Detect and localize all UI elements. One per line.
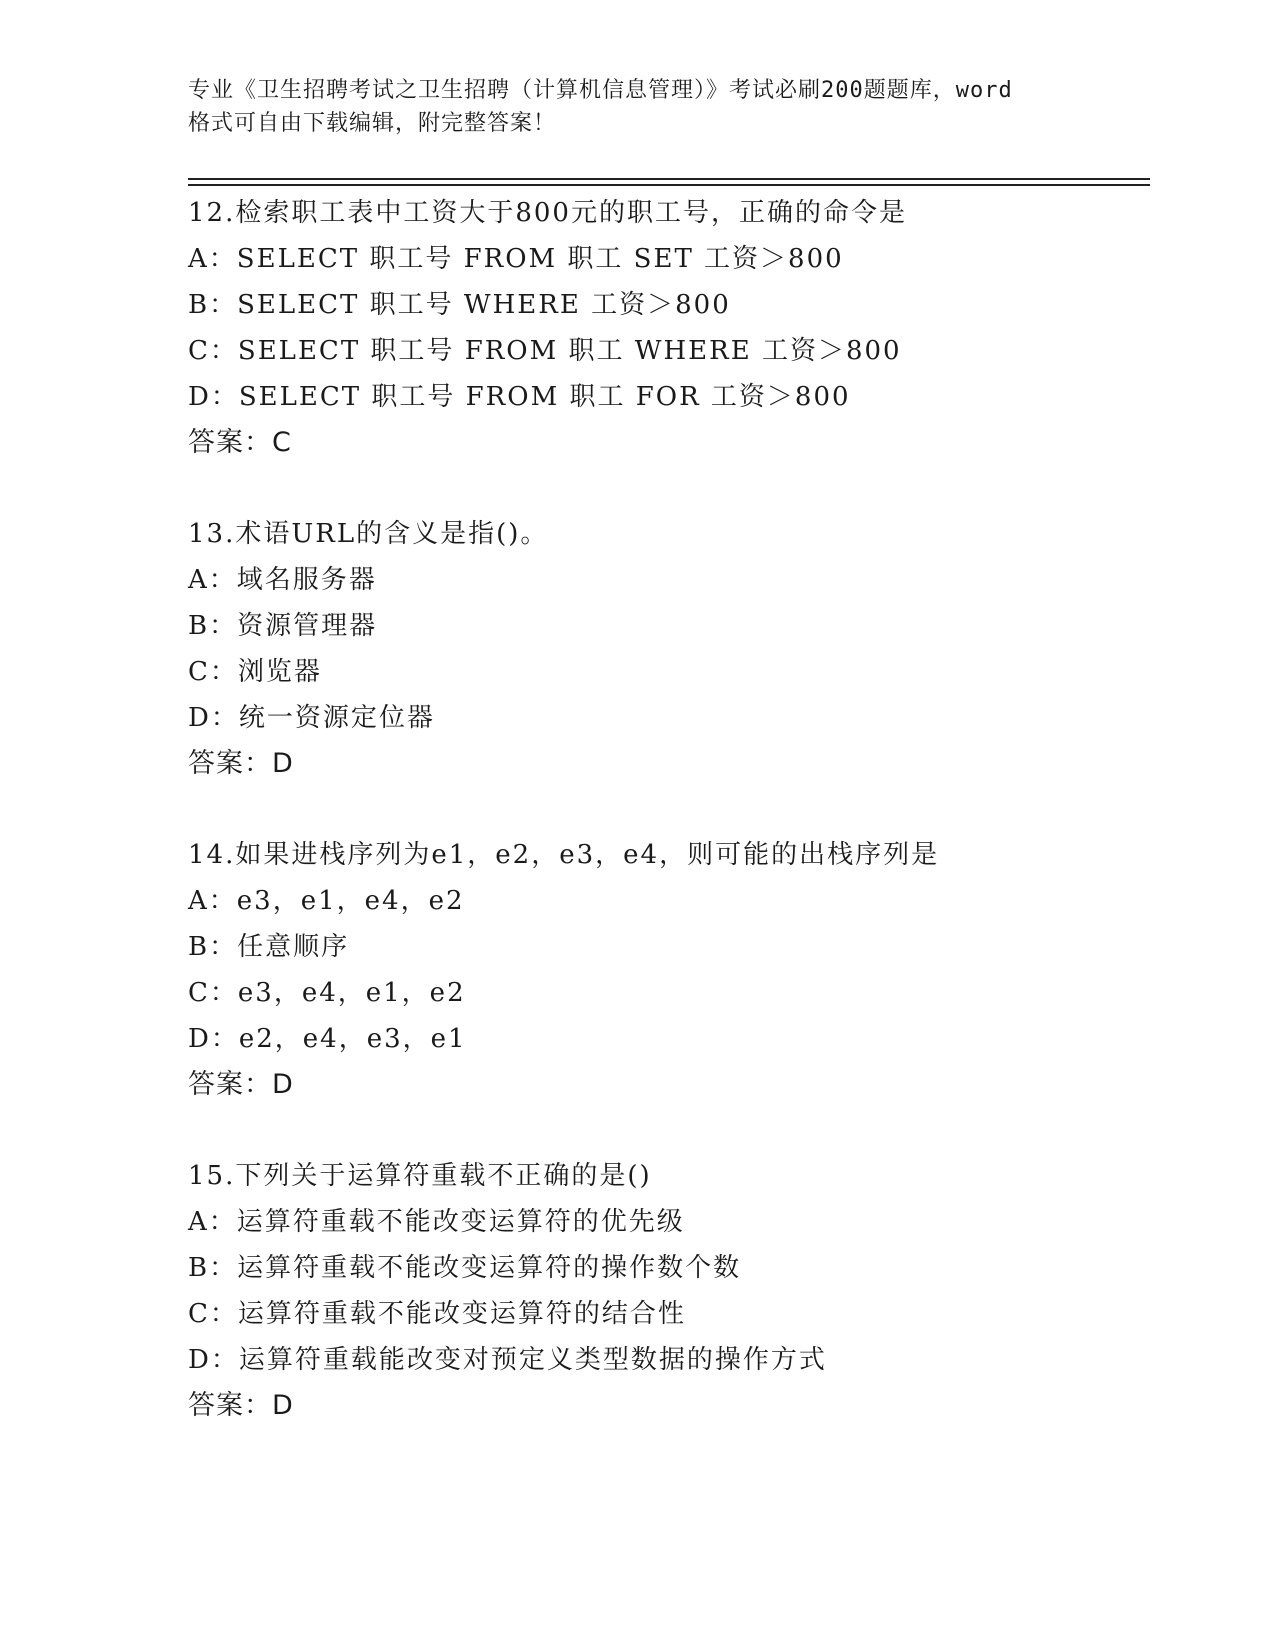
document-header: [188, 74, 1088, 140]
question-13: [188, 511, 1148, 787]
option-a: A：e3，e1，e4，e2: [188, 886, 465, 916]
option-d: D：e2，e4，e3，e1: [188, 1024, 467, 1054]
option-a: A：SELECT 职工号 FROM 职工 SET 工资＞800: [188, 244, 844, 274]
question-stem: 15.下列关于运算符重载不正确的是(): [188, 1161, 652, 1191]
header-divider-bottom: [188, 184, 1150, 186]
header-line-2: 格式可自由下载编辑，附完整答案！: [188, 111, 557, 136]
question-stem: 14.如果进栈序列为e1，e2，e3，e4，则可能的出栈序列是: [188, 840, 940, 870]
option-b: B：资源管理器: [188, 611, 378, 641]
answer-line: 答案：D: [188, 748, 294, 779]
question-12: [188, 190, 1148, 466]
answer-line: 答案：D: [188, 1390, 294, 1421]
option-a: A：运算符重载不能改变运算符的优先级: [188, 1207, 685, 1237]
header-line-1: 专业《卫生招聘考试之卫生招聘（计算机信息管理）》考试必刷200题题库，word: [188, 78, 1013, 103]
option-d: D：SELECT 职工号 FROM 职工 FOR 工资＞800: [188, 382, 851, 412]
option-b: B：运算符重载不能改变运算符的操作数个数: [188, 1253, 742, 1283]
option-c: C：运算符重载不能改变运算符的结合性: [188, 1299, 686, 1329]
option-c: C：SELECT 职工号 FROM 职工 WHERE 工资＞800: [188, 336, 902, 366]
option-a: A：域名服务器: [188, 565, 377, 595]
option-b: B：任意顺序: [188, 932, 350, 962]
option-d: D：运算符重载能改变对预定义类型数据的操作方式: [188, 1345, 827, 1375]
option-d: D：统一资源定位器: [188, 703, 435, 733]
answer-line: 答案：D: [188, 1069, 294, 1100]
answer-line: 答案：C: [188, 427, 292, 458]
question-14: [188, 832, 1148, 1108]
question-stem: 12.检索职工表中工资大于800元的职工号，正确的命令是: [188, 198, 907, 228]
question-stem: 13.术语URL的含义是指()。: [188, 519, 549, 549]
option-c: C：e3，e4，e1，e2: [188, 978, 466, 1008]
question-15: [188, 1153, 1148, 1429]
option-c: C：浏览器: [188, 657, 322, 687]
question-list: [188, 190, 1148, 1474]
header-divider-top: [188, 178, 1150, 180]
option-b: B：SELECT 职工号 WHERE 工资＞800: [188, 290, 731, 320]
